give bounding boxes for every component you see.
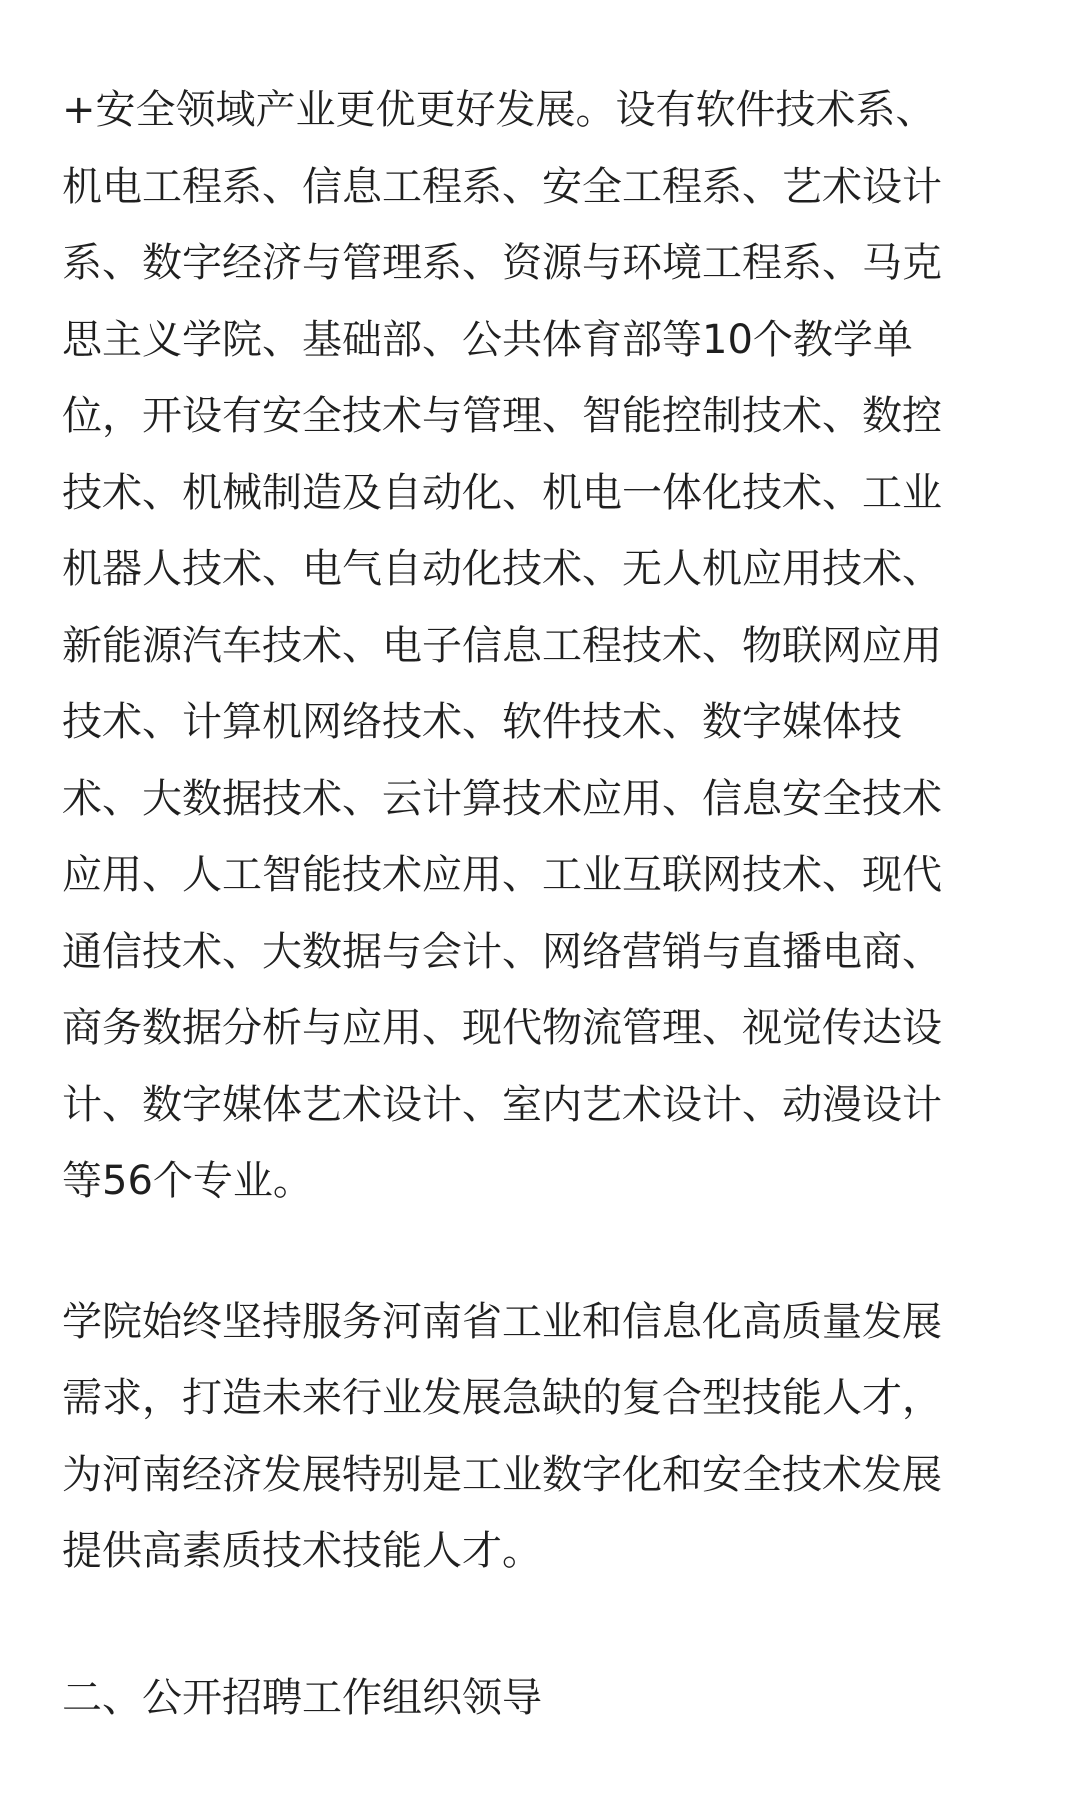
paragraph-mission: [62, 1284, 1022, 1590]
paragraph-departments-majors: [62, 72, 1022, 1220]
text-line: 计、数字媒体艺术设计、室内艺术设计、动漫设计: [62, 1081, 942, 1128]
text-line: 需求，打造未来行业发展急缺的复合型技能人才，: [62, 1375, 942, 1421]
text-line: +安全领域产业更优更好发展。设有软件技术系、: [62, 87, 936, 133]
text-line: 学院始终坚持服务河南省工业和信息化高质量发展: [62, 1298, 942, 1345]
text-line: 技术、机械制造及自动化、机电一体化技术、工业: [62, 469, 942, 516]
text-line: 新能源汽车技术、电子信息工程技术、物联网应用: [62, 622, 942, 669]
article-body: [62, 72, 1022, 1736]
text-line: 通信技术、大数据与会计、网络营销与直播电商、: [62, 928, 942, 975]
text-line: 为河南经济发展特别是工业数字化和安全技术发展: [62, 1451, 942, 1498]
text-line: 位，开设有安全技术与管理、智能控制技术、数控: [62, 393, 942, 439]
text-line: 机器人技术、电气自动化技术、无人机应用技术、: [62, 546, 942, 592]
paragraph-spacer: [62, 1590, 1022, 1660]
text-line: 提供高素质技术技能人才。: [62, 1528, 542, 1574]
text-line: 思主义学院、基础部、公共体育部等10个教学单: [62, 316, 913, 363]
text-line: 等56个专业。: [62, 1158, 313, 1204]
text-line: 系、数字经济与管理系、资源与环境工程系、马克: [62, 240, 942, 286]
paragraph-spacer: [62, 1220, 1022, 1284]
text-line: 商务数据分析与应用、现代物流管理、视觉传达设: [62, 1005, 942, 1051]
text-line: 技术、计算机网络技术、软件技术、数字媒体技: [62, 699, 902, 745]
text-line: 应用、人工智能技术应用、工业互联网技术、现代: [62, 852, 942, 898]
text-line: 机电工程系、信息工程系、安全工程系、艺术设计: [62, 163, 942, 210]
section-heading: 二、公开招聘工作组织领导: [62, 1674, 542, 1721]
text-line: 术、大数据技术、云计算技术应用、信息安全技术: [62, 775, 942, 822]
